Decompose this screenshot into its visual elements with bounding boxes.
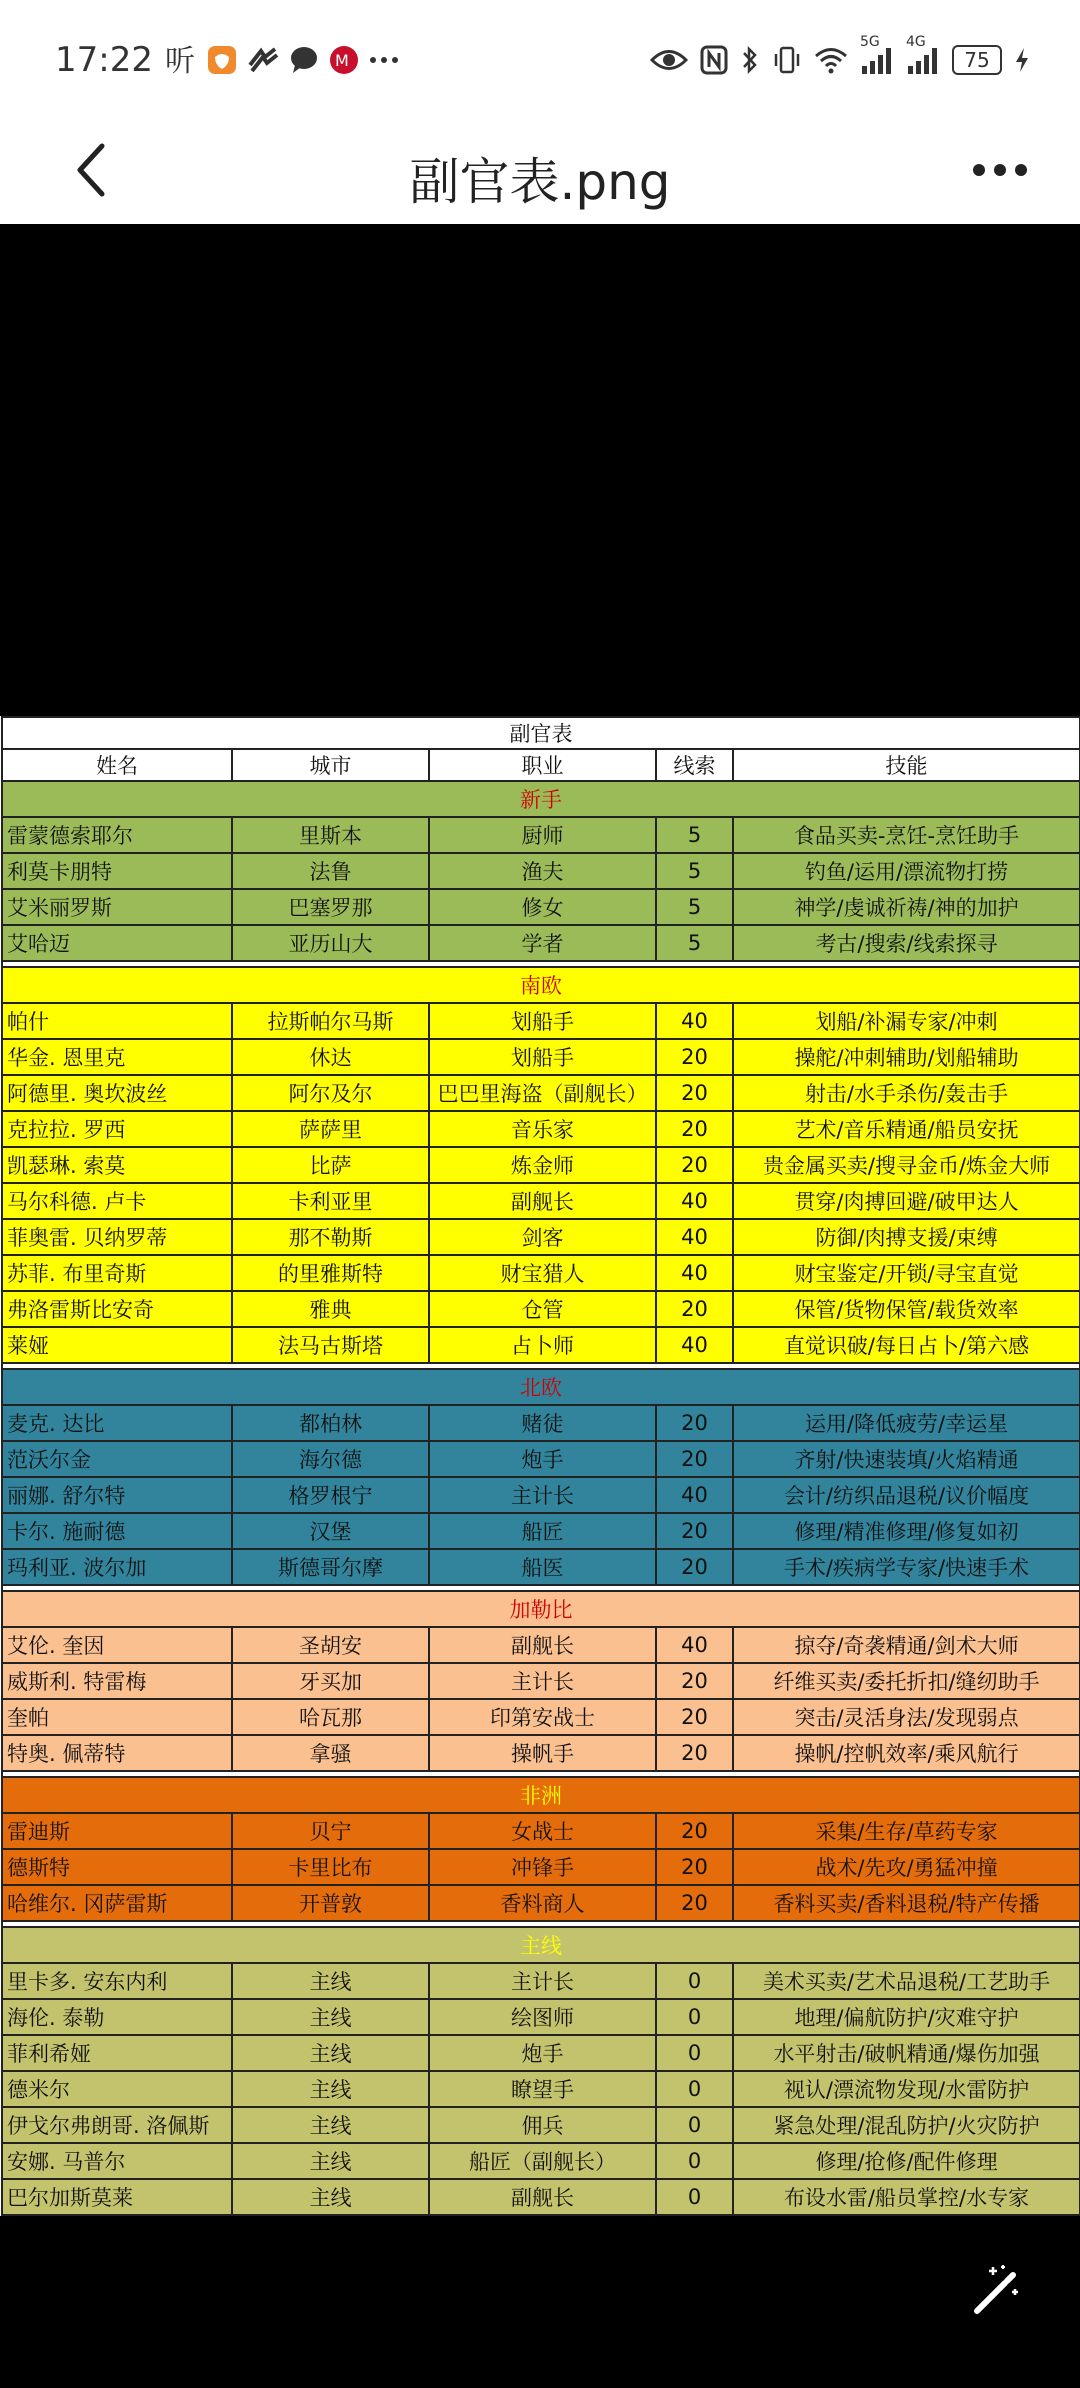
- cell-job: 冲锋手: [429, 1849, 656, 1885]
- cell-job: 佣兵: [429, 2107, 656, 2143]
- more-horizontal-icon: [972, 163, 1028, 177]
- table-row: [2, 1627, 1080, 1663]
- cell-job: 副舰长: [429, 2179, 656, 2215]
- cell-skill: 艺术/音乐精通/船员安抚: [733, 1111, 1080, 1147]
- sheet-title: 副官表: [2, 717, 1080, 749]
- cell-skill: 水平射击/破帆精通/爆伤加强: [733, 2035, 1080, 2071]
- vibrate-icon: [772, 45, 802, 75]
- chat-bubble-icon: [289, 45, 319, 75]
- cell-city: 主线: [232, 2107, 429, 2143]
- cell-clue: 20: [656, 1849, 733, 1885]
- header-row: [2, 749, 1080, 781]
- cell-clue: 20: [656, 1441, 733, 1477]
- cell-skill: 考古/搜索/线索探寻: [733, 925, 1080, 961]
- magic-wand-icon: [963, 2261, 1027, 2325]
- audio-app-icon: [163, 43, 197, 77]
- cell-name: 雷迪斯: [2, 1813, 232, 1849]
- header-job: 职业: [429, 749, 656, 781]
- cell-clue: 40: [656, 1219, 733, 1255]
- cell-skill: 钓鱼/运用/漂流物打捞: [733, 853, 1080, 889]
- cell-name: 安娜. 马普尔: [2, 2143, 232, 2179]
- status-left: [55, 38, 399, 82]
- section-title: 主线: [2, 1927, 1080, 1963]
- magic-wand-button[interactable]: [960, 2258, 1030, 2328]
- cell-city: 的里雅斯特: [232, 1255, 429, 1291]
- cell-skill: 掠夺/奇袭精通/剑术大师: [733, 1627, 1080, 1663]
- cell-skill: 地理/偏航防护/灾难守护: [733, 1999, 1080, 2035]
- table-row: [2, 1963, 1080, 1999]
- cell-name: 菲利希娅: [2, 2035, 232, 2071]
- cell-clue: 0: [656, 1999, 733, 2035]
- signal-5g-icon: [860, 34, 894, 74]
- cell-skill: 贯穿/肉搏回避/破甲达人: [733, 1183, 1080, 1219]
- cell-skill: 香料买卖/香料退税/特产传播: [733, 1885, 1080, 1921]
- more-options-button[interactable]: [960, 130, 1040, 210]
- cell-city: 开普敦: [232, 1885, 429, 1921]
- cell-city: 巴塞罗那: [232, 889, 429, 925]
- table-row: [2, 1549, 1080, 1585]
- battery-level: 75: [964, 48, 990, 72]
- cell-clue: 20: [656, 1111, 733, 1147]
- cell-skill: 视认/漂流物发现/水雷防护: [733, 2071, 1080, 2107]
- table-row: [2, 1699, 1080, 1735]
- cell-name: 莱娅: [2, 1327, 232, 1363]
- cell-city: 休达: [232, 1039, 429, 1075]
- cell-city: 贝宁: [232, 1813, 429, 1849]
- officer-table: [1, 716, 1080, 2216]
- section-header-row: [2, 1927, 1080, 1963]
- cell-clue: 5: [656, 817, 733, 853]
- section-header-row: [2, 967, 1080, 1003]
- cell-job: 炮手: [429, 1441, 656, 1477]
- charging-icon: [1014, 46, 1030, 74]
- section-title: 北欧: [2, 1369, 1080, 1405]
- file-title: 副官表.png: [409, 153, 671, 211]
- cell-job: 主计长: [429, 1477, 656, 1513]
- section-title: 非洲: [2, 1777, 1080, 1813]
- cell-name: 阿德里. 奥坎波丝: [2, 1075, 232, 1111]
- cell-skill: 纤维买卖/委托折扣/缝纫助手: [733, 1663, 1080, 1699]
- cell-job: 主计长: [429, 1663, 656, 1699]
- title-bar: [0, 118, 1080, 224]
- cell-job: 划船手: [429, 1039, 656, 1075]
- cell-skill: 贵金属买卖/搜寻金币/炼金大师: [733, 1147, 1080, 1183]
- cell-clue: 0: [656, 2143, 733, 2179]
- cell-clue: 20: [656, 1813, 733, 1849]
- cell-job: 学者: [429, 925, 656, 961]
- cell-name: 范沃尔金: [2, 1441, 232, 1477]
- table-row: [2, 2035, 1080, 2071]
- table-row: [2, 1147, 1080, 1183]
- cell-clue: 20: [656, 1549, 733, 1585]
- cell-skill: 操舵/冲刺辅助/划船辅助: [733, 1039, 1080, 1075]
- section-header-row: [2, 781, 1080, 817]
- section-header-row: [2, 1369, 1080, 1405]
- table-row: [2, 853, 1080, 889]
- sheet-title-row: [2, 717, 1080, 749]
- cell-skill: 射击/水手杀伤/轰击手: [733, 1075, 1080, 1111]
- cell-city: 里斯本: [232, 817, 429, 853]
- bluetooth-icon: [740, 45, 760, 75]
- cell-skill: 采集/生存/草药专家: [733, 1813, 1080, 1849]
- cell-skill: 直觉识破/每日占卜/第六感: [733, 1327, 1080, 1363]
- cell-skill: 修理/精准修理/修复如初: [733, 1513, 1080, 1549]
- cell-city: 阿尔及尔: [232, 1075, 429, 1111]
- signal-4g-icon: [906, 34, 940, 74]
- cell-clue: 0: [656, 2035, 733, 2071]
- cell-city: 格罗根宁: [232, 1477, 429, 1513]
- cell-name: 凯瑟琳. 索莫: [2, 1147, 232, 1183]
- svg-text:听: 听: [164, 44, 195, 77]
- swirl-app-icon: [247, 45, 279, 75]
- cell-city: 那不勒斯: [232, 1219, 429, 1255]
- cell-clue: 40: [656, 1627, 733, 1663]
- cell-city: 萨萨里: [232, 1111, 429, 1147]
- cell-clue: 20: [656, 1735, 733, 1771]
- image-viewer[interactable]: [0, 224, 1080, 2388]
- cell-city: 主线: [232, 2179, 429, 2215]
- net-label-5g: 5G: [860, 34, 880, 50]
- cell-name: 玛利亚. 波尔加: [2, 1549, 232, 1585]
- cell-job: 船匠: [429, 1513, 656, 1549]
- cell-name: 雷蒙德索耶尔: [2, 817, 232, 853]
- table-row: [2, 1219, 1080, 1255]
- cell-job: 绘图师: [429, 1999, 656, 2035]
- cell-name: 苏菲. 布里奇斯: [2, 1255, 232, 1291]
- cell-clue: 0: [656, 2107, 733, 2143]
- cell-name: 威斯利. 特雷梅: [2, 1663, 232, 1699]
- cell-name: 伊戈尔弗朗哥. 洛佩斯: [2, 2107, 232, 2143]
- more-dots-icon: [369, 55, 399, 65]
- net-label-4g: 4G: [906, 34, 926, 50]
- cell-skill: 突击/灵活身法/发现弱点: [733, 1699, 1080, 1735]
- cell-job: 船匠（副舰长）: [429, 2143, 656, 2179]
- cell-clue: 0: [656, 1963, 733, 1999]
- cell-job: 主计长: [429, 1963, 656, 1999]
- notification-app-icon: [207, 45, 237, 75]
- cell-city: 亚历山大: [232, 925, 429, 961]
- cell-clue: 20: [656, 1885, 733, 1921]
- cell-clue: 40: [656, 1327, 733, 1363]
- header-name: 姓名: [2, 749, 232, 781]
- section-header-row: [2, 1777, 1080, 1813]
- cell-city: 主线: [232, 2071, 429, 2107]
- table-row: [2, 1111, 1080, 1147]
- table-row: [2, 2143, 1080, 2179]
- table-row: [2, 2107, 1080, 2143]
- header-clue: 线索: [656, 749, 733, 781]
- cell-name: 海伦. 泰勒: [2, 1999, 232, 2035]
- table-row: [2, 1405, 1080, 1441]
- cell-name: 艾哈迈: [2, 925, 232, 961]
- cell-clue: 40: [656, 1477, 733, 1513]
- table-row: [2, 817, 1080, 853]
- cell-job: 香料商人: [429, 1885, 656, 1921]
- cell-name: 特奥. 佩蒂特: [2, 1735, 232, 1771]
- cell-name: 马尔科德. 卢卡: [2, 1183, 232, 1219]
- cell-name: 奎帕: [2, 1699, 232, 1735]
- cell-skill: 神学/虔诚祈祷/神的加护: [733, 889, 1080, 925]
- cell-job: 操帆手: [429, 1735, 656, 1771]
- cell-clue: 20: [656, 1039, 733, 1075]
- cell-skill: 防御/肉搏支援/束缚: [733, 1219, 1080, 1255]
- cell-name: 麦克. 达比: [2, 1405, 232, 1441]
- table-row: [2, 2071, 1080, 2107]
- cell-job: 炮手: [429, 2035, 656, 2071]
- cell-city: 法马古斯塔: [232, 1327, 429, 1363]
- cell-name: 帕什: [2, 1003, 232, 1039]
- table-row: [2, 1513, 1080, 1549]
- cell-skill: 食品买卖-烹饪-烹饪助手: [733, 817, 1080, 853]
- cell-city: 拿骚: [232, 1735, 429, 1771]
- cell-skill: 保管/货物保管/载货效率: [733, 1291, 1080, 1327]
- wifi-icon: [814, 46, 848, 74]
- cell-name: 华金. 恩里克: [2, 1039, 232, 1075]
- cell-name: 菲奥雷. 贝纳罗蒂: [2, 1219, 232, 1255]
- cell-clue: 20: [656, 1405, 733, 1441]
- cell-name: 德斯特: [2, 1849, 232, 1885]
- cell-name: 弗洛雷斯比安奇: [2, 1291, 232, 1327]
- section-title: 南欧: [2, 967, 1080, 1003]
- sheet-image: [0, 716, 1080, 2216]
- cell-job: 女战士: [429, 1813, 656, 1849]
- cell-city: 主线: [232, 1999, 429, 2035]
- cell-job: 剑客: [429, 1219, 656, 1255]
- cell-job: 印第安战士: [429, 1699, 656, 1735]
- cell-job: 仓管: [429, 1291, 656, 1327]
- cell-clue: 20: [656, 1513, 733, 1549]
- cell-clue: 40: [656, 1003, 733, 1039]
- cell-city: 牙买加: [232, 1663, 429, 1699]
- cell-job: 厨师: [429, 817, 656, 853]
- table-row: [2, 1075, 1080, 1111]
- cell-city: 哈瓦那: [232, 1699, 429, 1735]
- table-row: [2, 1999, 1080, 2035]
- cell-skill: 会计/纺织品退税/议价幅度: [733, 1477, 1080, 1513]
- cell-city: 圣胡安: [232, 1627, 429, 1663]
- cell-skill: 划船/补漏专家/冲刺: [733, 1003, 1080, 1039]
- cell-city: 卡利亚里: [232, 1183, 429, 1219]
- cell-city: 斯德哥尔摩: [232, 1549, 429, 1585]
- table-row: [2, 1813, 1080, 1849]
- table-row: [2, 925, 1080, 961]
- cell-clue: 5: [656, 889, 733, 925]
- cell-clue: 0: [656, 2071, 733, 2107]
- table-row: [2, 1849, 1080, 1885]
- cell-name: 克拉拉. 罗西: [2, 1111, 232, 1147]
- cell-city: 雅典: [232, 1291, 429, 1327]
- cell-job: 炼金师: [429, 1147, 656, 1183]
- cell-city: 都柏林: [232, 1405, 429, 1441]
- cell-clue: 20: [656, 1291, 733, 1327]
- cell-job: 副舰长: [429, 1627, 656, 1663]
- cell-clue: 20: [656, 1699, 733, 1735]
- status-time: 17:22: [55, 40, 153, 80]
- table-row: [2, 889, 1080, 925]
- header-skill: 技能: [733, 749, 1080, 781]
- bank-app-icon: [329, 45, 359, 75]
- cell-clue: 5: [656, 925, 733, 961]
- cell-name: 巴尔加斯莫莱: [2, 2179, 232, 2215]
- cell-name: 卡尔. 施耐德: [2, 1513, 232, 1549]
- cell-name: 艾伦. 奎因: [2, 1627, 232, 1663]
- cell-name: 哈维尔. 冈萨雷斯: [2, 1885, 232, 1921]
- cell-clue: 20: [656, 1663, 733, 1699]
- cell-city: 法鲁: [232, 853, 429, 889]
- cell-job: 瞭望手: [429, 2071, 656, 2107]
- cell-name: 利莫卡朋特: [2, 853, 232, 889]
- table-row: [2, 1327, 1080, 1363]
- nfc-icon: [700, 45, 728, 75]
- table-row: [2, 1885, 1080, 1921]
- cell-job: 赌徒: [429, 1405, 656, 1441]
- cell-skill: 修理/抢修/配件修理: [733, 2143, 1080, 2179]
- table-row: [2, 1183, 1080, 1219]
- cell-clue: 40: [656, 1255, 733, 1291]
- status-bar: [0, 0, 1080, 118]
- cell-job: 修女: [429, 889, 656, 925]
- cell-skill: 手术/疾病学专家/快速手术: [733, 1549, 1080, 1585]
- cell-clue: 20: [656, 1147, 733, 1183]
- cell-job: 副舰长: [429, 1183, 656, 1219]
- cell-city: 主线: [232, 1963, 429, 1999]
- battery-indicator: [952, 45, 1002, 75]
- cell-clue: 5: [656, 853, 733, 889]
- cell-name: 丽娜. 舒尔特: [2, 1477, 232, 1513]
- cell-job: 巴巴里海盗（副舰长）: [429, 1075, 656, 1111]
- cell-clue: 40: [656, 1183, 733, 1219]
- cell-job: 音乐家: [429, 1111, 656, 1147]
- table-row: [2, 1735, 1080, 1771]
- cell-skill: 布设水雷/船员掌控/水专家: [733, 2179, 1080, 2215]
- cell-city: 卡里比布: [232, 1849, 429, 1885]
- svg-text:M: M: [334, 51, 349, 70]
- table-row: [2, 2179, 1080, 2215]
- cell-skill: 紧急处理/混乱防护/火灾防护: [733, 2107, 1080, 2143]
- cell-skill: 财宝鉴定/开锁/寻宝直觉: [733, 1255, 1080, 1291]
- cell-job: 占卜师: [429, 1327, 656, 1363]
- eye-icon: [650, 47, 688, 73]
- section-header-row: [2, 1591, 1080, 1627]
- cell-skill: 齐射/快速装填/火焰精通: [733, 1441, 1080, 1477]
- cell-job: 财宝猎人: [429, 1255, 656, 1291]
- cell-city: 比萨: [232, 1147, 429, 1183]
- cell-skill: 美术买卖/艺术品退税/工艺助手: [733, 1963, 1080, 1999]
- table-row: [2, 1003, 1080, 1039]
- cell-job: 船医: [429, 1549, 656, 1585]
- header-city: 城市: [232, 749, 429, 781]
- cell-city: 主线: [232, 2143, 429, 2179]
- cell-clue: 0: [656, 2179, 733, 2215]
- cell-skill: 战术/先攻/勇猛冲撞: [733, 1849, 1080, 1885]
- cell-skill: 操帆/控帆效率/乘风航行: [733, 1735, 1080, 1771]
- section-title: 加勒比: [2, 1591, 1080, 1627]
- cell-city: 汉堡: [232, 1513, 429, 1549]
- cell-clue: 20: [656, 1075, 733, 1111]
- table-row: [2, 1255, 1080, 1291]
- section-title: 新手: [2, 781, 1080, 817]
- table-row: [2, 1663, 1080, 1699]
- status-right: [650, 34, 1030, 82]
- cell-name: 德米尔: [2, 2071, 232, 2107]
- cell-job: 渔夫: [429, 853, 656, 889]
- cell-city: 拉斯帕尔马斯: [232, 1003, 429, 1039]
- cell-city: 主线: [232, 2035, 429, 2071]
- cell-city: 海尔德: [232, 1441, 429, 1477]
- table-row: [2, 1441, 1080, 1477]
- cell-job: 划船手: [429, 1003, 656, 1039]
- table-row: [2, 1039, 1080, 1075]
- cell-name: 里卡多. 安东内利: [2, 1963, 232, 1999]
- cell-skill: 运用/降低疲劳/幸运星: [733, 1405, 1080, 1441]
- cell-name: 艾米丽罗斯: [2, 889, 232, 925]
- table-row: [2, 1477, 1080, 1513]
- table-row: [2, 1291, 1080, 1327]
